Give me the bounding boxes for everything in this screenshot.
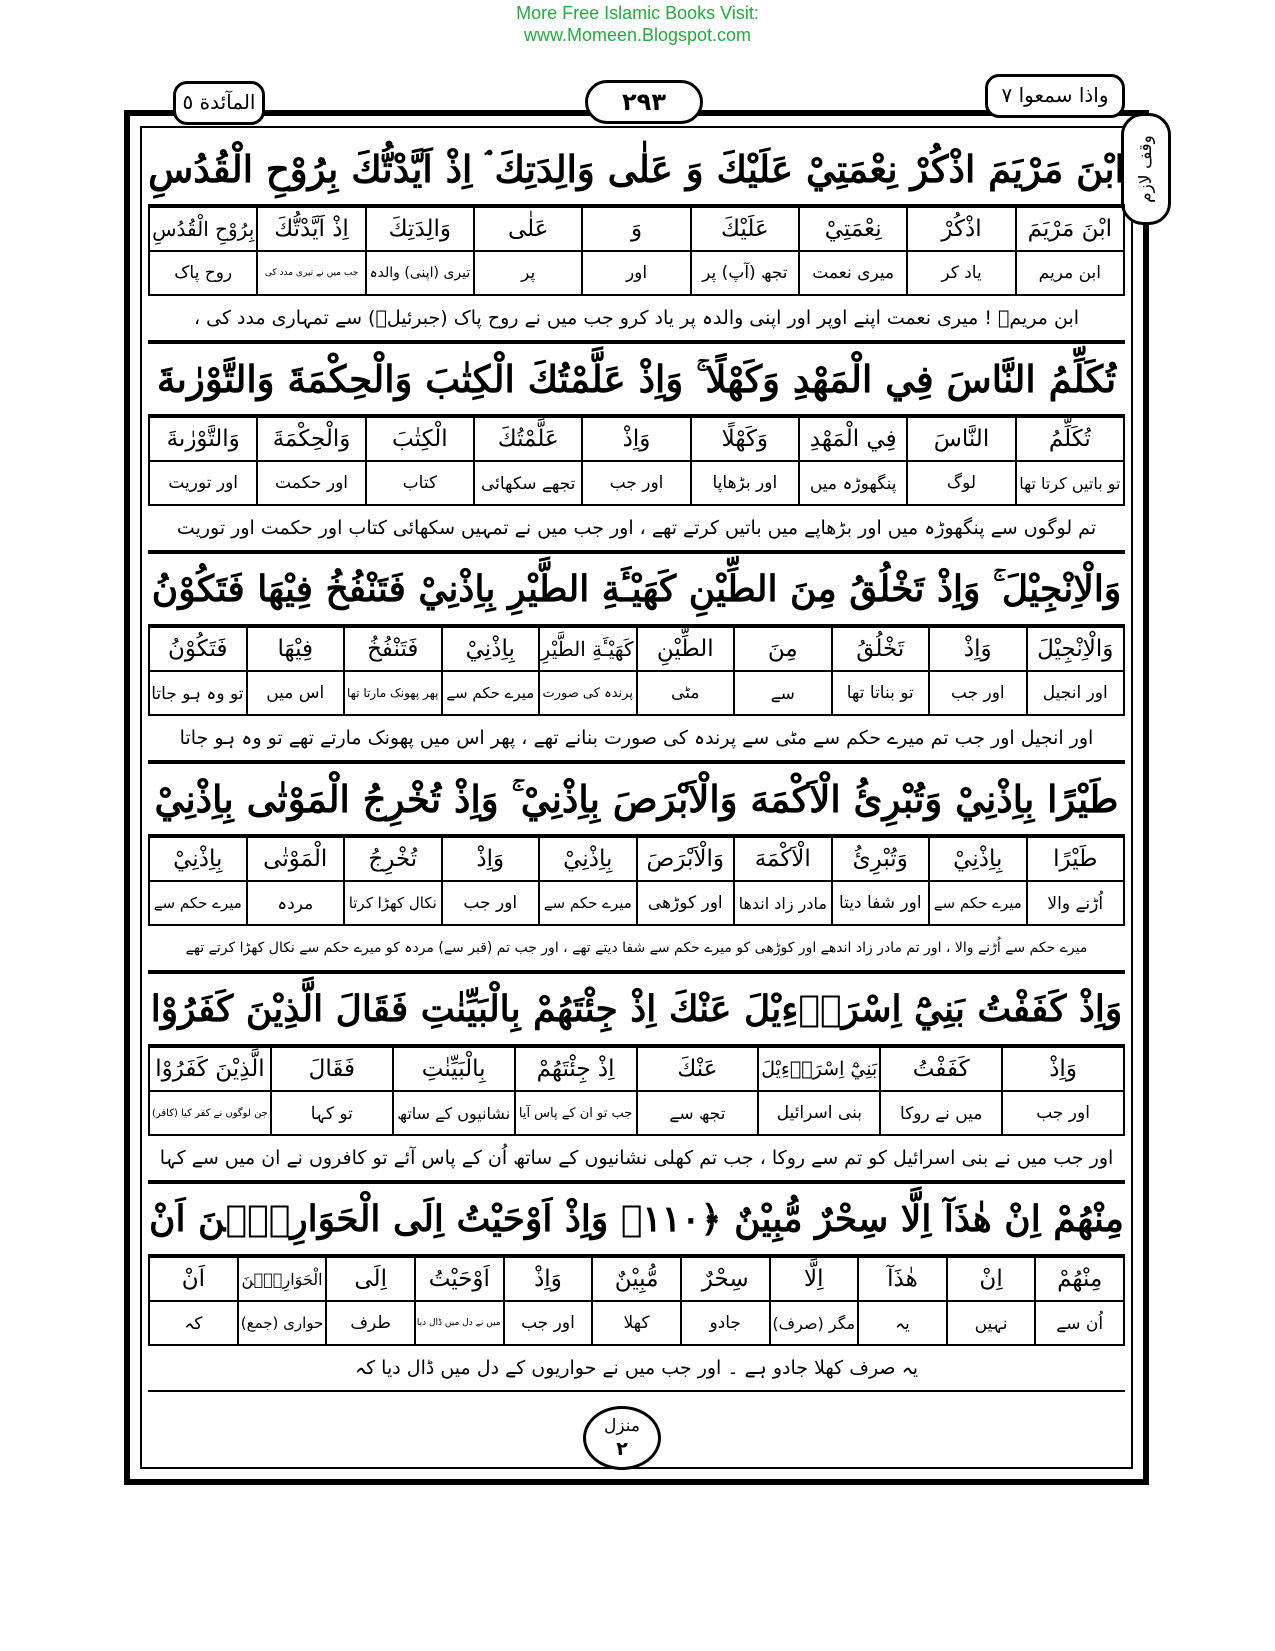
urdu-meanings-row [149,881,1124,925]
verse-section [148,554,1125,764]
waqf-marker-badge [1121,113,1171,225]
arabic-word-cell: كَفَفْتُ [880,1047,1002,1091]
arabic-word-cell: الَّذِيْنَ كَفَرُوْا [149,1047,271,1091]
urdu-meaning-cell: اُن سے [1035,1301,1124,1345]
arabic-words-row [149,1047,1124,1091]
arabic-word-cell: وَالْاِنْجِيْلَ [1027,627,1125,671]
arabic-word-cell: اِذْ جِئْتَهُمْ [515,1047,637,1091]
urdu-meaning-cell: بنی اسرائیل [758,1091,880,1135]
arabic-word-cell: عَلَّمْتُكَ [474,417,582,461]
arabic-word-cell: الطِّيْنِ [637,627,735,671]
urdu-meaning-cell: نشانیوں کے ساتھ [393,1091,515,1135]
arabic-word-cell: وَالْحِكْمَةَ [257,417,365,461]
urdu-meaning-cell: میرے حکم سے [929,881,1027,925]
arabic-word-cell: فَتَكُوْنُ [149,627,247,671]
urdu-meaning-cell: تو کہا [271,1091,393,1135]
urdu-translation-line: تم لوگوں سے پنگھوڑہ میں اور بڑھاپے میں باتیں کرتے تھے ، اور جب میں نے تمہیں سکھائی کتاب اور حکمت اور توریت [148,506,1125,554]
arabic-word-cell: وَاِذْ [442,837,540,881]
urdu-meanings-row [149,461,1124,505]
verse-content [148,134,1125,1392]
arabic-word-cell: تُكَلِّمُ [1016,417,1124,461]
arabic-word-cell: النَّاسَ [907,417,1015,461]
arabic-word-cell: وَاِذْ [1002,1047,1124,1091]
urdu-meaning-cell: پرندہ کی صورت [539,671,637,715]
arabic-word-cell: طَيْرًا [1027,837,1125,881]
urdu-meaning-cell: مادر زاد اندھا [734,881,832,925]
promo-text: More Free Islamic Books Visit: [516,3,759,23]
arabic-word-cell: اِنْ [947,1257,1036,1301]
urdu-meaning-cell: کہ [149,1301,238,1345]
arabic-word-cell: الْاَكْمَهَ [734,837,832,881]
promo-link[interactable]: www.Momeen.Blogspot.com [523,25,752,45]
surah-name-box: المآئدة ٥ [173,81,265,125]
arabic-verse-line: وَالْاِنْجِيْلَ ۚ وَاِذْ تَخْلُقُ مِنَ الطِّيْنِ كَهَيْـَٔةِ الطَّيْرِ بِاِذْنِيْ فَتَنْفُخُ فِيْهَا فَتَكُوْنُ [148,554,1125,626]
urdu-meanings-row [149,1301,1124,1345]
verse-section [148,1184,1125,1392]
arabic-word-cell: اذْكُرْ [907,207,1015,251]
arabic-word-cell: بِاِذْنِيْ [539,837,637,881]
arabic-word-cell: نِعْمَتِيْ [799,207,907,251]
arabic-word-cell: بِاِذْنِيْ [442,627,540,671]
urdu-meaning-cell: تجھ (آپ) پر [691,251,799,295]
arabic-word-cell: الْمَوْتٰى [247,837,345,881]
arabic-verse-line: وَاِذْ كَفَفْتُ بَنِيْٓ اِسْرَاۗءِيْلَ عَنْكَ اِذْ جِئْتَهُمْ بِالْبَيِّنٰتِ فَقَالَ الَّذِيْنَ كَفَرُوْا [148,974,1125,1046]
urdu-meaning-cell: اور حکمت [257,461,365,505]
arabic-word-cell: عَنْكَ [637,1047,759,1091]
arabic-word-cell: بِالْبَيِّنٰتِ [393,1047,515,1091]
urdu-translation-line: ابن مریمؑ ! میری نعمت اپنے اوپر اور اپنی والدہ پر یاد کرو جب میں نے روح پاک (جبرئیلؑ) سے تمہاری مدد کی ، [148,296,1125,344]
arabic-words-row [149,207,1124,251]
arabic-verse-line: تُكَلِّمُ النَّاسَ فِي الْمَهْدِ وَكَهْلًا ۚ وَاِذْ عَلَّمْتُكَ الْكِتٰبَ وَالْحِكْمَةَ وَالتَّوْرٰىةَ [148,344,1125,416]
urdu-meaning-cell: سے [734,671,832,715]
urdu-meaning-cell: طرف [326,1301,415,1345]
urdu-meanings-row [149,251,1124,295]
urdu-meaning-cell: مگر (صرف) [770,1301,859,1345]
arabic-word-cell: وَالتَّوْرٰىةَ [149,417,257,461]
arabic-word-cell: تَخْلُقُ [832,627,930,671]
urdu-meaning-cell: میں نے دل میں ڈال دیا [415,1301,504,1345]
urdu-meaning-cell: تجھ سے [637,1091,759,1135]
verse-section [148,974,1125,1184]
para-name-box: واذا سمعوا ٧ [985,74,1125,118]
arabic-word-cell: عَلَيْكَ [691,207,799,251]
urdu-meaning-cell: تیری (اپنی) والدہ [366,251,474,295]
arabic-word-cell: كَهَيْـَٔةِ الطَّيْرِ [539,627,637,671]
urdu-meaning-cell: کتاب [366,461,474,505]
urdu-meaning-cell: اُڑنے والا [1027,881,1125,925]
word-meaning-grid [148,626,1125,716]
arabic-word-cell: ابْنَ مَرْيَمَ [1016,207,1124,251]
urdu-meaning-cell: اس میں [247,671,345,715]
urdu-meaning-cell: اور کوڑھی [637,881,735,925]
arabic-word-cell: الْحَوَارِيّٖنَ [238,1257,327,1301]
arabic-word-cell: بَنِيْٓ اِسْرَاۗءِيْلَ [758,1047,880,1091]
arabic-word-cell: بِاِذْنِيْ [149,837,247,881]
urdu-meaning-cell: میرے حکم سے [539,881,637,925]
urdu-meaning-cell: میں نے روکا [880,1091,1002,1135]
urdu-meaning-cell: لوگ [907,461,1015,505]
word-meaning-grid [148,1256,1125,1346]
arabic-word-cell: وَاِذْ [504,1257,593,1301]
urdu-meaning-cell: تو بناتا تھا [832,671,930,715]
arabic-word-cell: بِاِذْنِيْ [929,837,1027,881]
arabic-word-cell: اِلَى [326,1257,415,1301]
urdu-meaning-cell: جب تو ان کے پاس آیا [515,1091,637,1135]
arabic-word-cell: بِرُوْحِ الْقُدُسِ [149,207,257,251]
arabic-word-cell: اِذْ اَيَّدْتُّكَ [257,207,365,251]
urdu-meaning-cell: ابن مریم [1016,251,1124,295]
arabic-word-cell: هٰذَآ [858,1257,947,1301]
arabic-words-row [149,417,1124,461]
urdu-meaning-cell: نہیں [947,1301,1036,1345]
urdu-meaning-cell: جن لوگوں نے کفر کیا (کافر) [149,1091,271,1135]
urdu-meanings-row [149,1091,1124,1135]
word-meaning-grid [148,836,1125,926]
urdu-meaning-cell: تو وہ ہو جاتا [149,671,247,715]
verse-section [148,344,1125,554]
arabic-word-cell: وَاِذْ [929,627,1027,671]
verse-section [148,764,1125,974]
arabic-word-cell: اَوْحَيْتُ [415,1257,504,1301]
urdu-meaning-cell: اور جب [1002,1091,1124,1135]
urdu-meanings-row [149,671,1124,715]
urdu-meaning-cell: مردہ [247,881,345,925]
word-meaning-grid [148,206,1125,296]
urdu-meaning-cell: اور بڑھاپا [691,461,799,505]
promo-banner[interactable] [0,2,1275,46]
verse-section [148,134,1125,344]
urdu-meaning-cell: اور شفا دیتا [832,881,930,925]
arabic-word-cell: وَالْاَبْرَصَ [637,837,735,881]
arabic-word-cell: سِحْرٌ [681,1257,770,1301]
urdu-meaning-cell: یہ [858,1301,947,1345]
urdu-translation-line: اور جب میں نے بنی اسرائیل کو تم سے روکا ، جب تم کھلی نشانیوں کے ساتھ اُن کے پاس آئے تو کافروں نے ان میں سے کہا [148,1136,1125,1184]
arabic-word-cell: تُخْرِجُ [344,837,442,881]
urdu-meaning-cell: یاد کر [907,251,1015,295]
urdu-meaning-cell: مٹی [637,671,735,715]
urdu-meaning-cell: پنگھوڑہ میں [799,461,907,505]
manzil-number: ۲ [616,1438,628,1460]
urdu-meaning-cell: میرے حکم سے [149,881,247,925]
urdu-meaning-cell: روح پاک [149,251,257,295]
urdu-meaning-cell: جب میں نے تیری مدد کی [257,251,365,295]
urdu-translation-line: اور انجیل اور جب تم میرے حکم سے مٹی سے پرندہ کی صورت بنانے تھے ، پھر اس میں پھونک مارتے تھے تو وہ ہو جاتا [148,716,1125,764]
arabic-verse-line: ابْنَ مَرْيَمَ اذْكُرْ نِعْمَتِيْ عَلَيْكَ وَ عَلٰى وَالِدَتِكَ ۘ اِذْ اَيَّدْتُّكَ بِرُوْحِ الْقُدُسِ [148,134,1125,206]
urdu-meaning-cell: نکال کھڑا کرتا [344,881,442,925]
arabic-words-row [149,1257,1124,1301]
urdu-translation-line: میرے حکم سے اُڑنے والا ، اور تم مادر زاد اندھے اور کوڑھی کو میرے حکم سے شفا دیتے تھے ، اور جب تم (قبر سے) مردہ کو میرے حکم سے نکال کھڑا کرتے تھے [148,926,1125,974]
arabic-word-cell: مِنْهُمْ [1035,1257,1124,1301]
word-meaning-grid [148,416,1125,506]
arabic-word-cell: فَتَنْفُخُ [344,627,442,671]
manzil-badge [583,1406,661,1470]
urdu-meaning-cell: اور توریت [149,461,257,505]
urdu-meaning-cell: پر [474,251,582,295]
arabic-word-cell: اِلَّا [770,1257,859,1301]
urdu-meaning-cell: تجھے سکھائی [474,461,582,505]
arabic-word-cell: الْكِتٰبَ [366,417,474,461]
arabic-word-cell: فَقَالَ [271,1047,393,1091]
arabic-word-cell: وَالِدَتِكَ [366,207,474,251]
urdu-meaning-cell: پھر پھونک مارتا تھا [344,671,442,715]
arabic-words-row [149,627,1124,671]
urdu-meaning-cell: اور جب [442,881,540,925]
arabic-words-row [149,837,1124,881]
urdu-meaning-cell: کھلا [592,1301,681,1345]
arabic-word-cell: عَلٰى [474,207,582,251]
waqf-marker-text: وقف لازم [1136,135,1156,203]
arabic-verse-line: طَيْرًا بِاِذْنِيْ وَتُبْرِئُ الْاَكْمَهَ وَالْاَبْرَصَ بِاِذْنِيْ ۚ وَاِذْ تُخْرِجُ الْمَوْتٰى بِاِذْنِيْ [148,764,1125,836]
urdu-meaning-cell: میرے حکم سے [442,671,540,715]
arabic-verse-line: مِنْهُمْ اِنْ هٰذَآ اِلَّا سِحْرٌ مُّبِيْنٌ ﴿۱۱۰﴾ وَاِذْ اَوْحَيْتُ اِلَى الْحَوَارِيّٖنَ اَنْ [148,1184,1125,1256]
urdu-meaning-cell: میری نعمت [799,251,907,295]
urdu-meaning-cell: تو باتیں کرتا تھا [1016,461,1124,505]
arabic-word-cell: وَ [582,207,690,251]
urdu-meaning-cell: جادو [681,1301,770,1345]
manzil-label: منزل [604,1416,640,1436]
urdu-meaning-cell: حواری (جمع) [238,1301,327,1345]
word-meaning-grid [148,1046,1125,1136]
arabic-word-cell: مِنَ [734,627,832,671]
urdu-translation-line: یہ صرف کھلا جادو ہے ۔ اور جب میں نے حواریوں کے دل میں ڈال دیا کہ [148,1346,1125,1392]
urdu-meaning-cell: اور انجیل [1027,671,1125,715]
urdu-meaning-cell: اور جب [504,1301,593,1345]
arabic-word-cell: مُّبِيْنٌ [592,1257,681,1301]
arabic-word-cell: وَاِذْ [582,417,690,461]
urdu-meaning-cell: اور [582,251,690,295]
arabic-word-cell: وَكَهْلًا [691,417,799,461]
arabic-word-cell: اَنْ [149,1257,238,1301]
urdu-meaning-cell: اور جب [929,671,1027,715]
arabic-word-cell: وَتُبْرِئُ [832,837,930,881]
urdu-meaning-cell: اور جب [582,461,690,505]
arabic-word-cell: فِيْهَا [247,627,345,671]
arabic-word-cell: فِي الْمَهْدِ [799,417,907,461]
page-number: ۲۹۳ [585,80,703,124]
